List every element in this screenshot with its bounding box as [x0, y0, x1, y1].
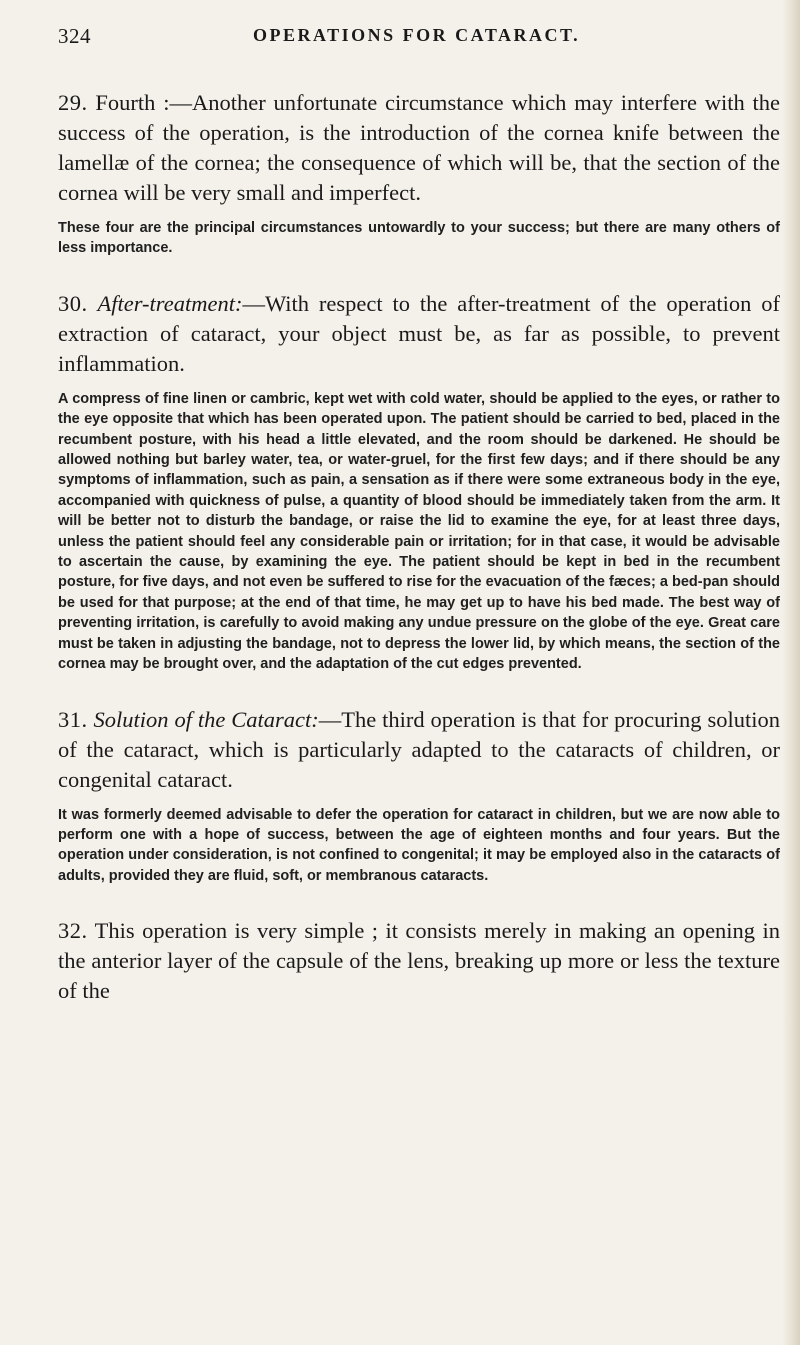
section-heading: Solution of the Cataract:: [93, 706, 319, 732]
paragraph-text: Fourth :—Another unfortunate circumstance which may interfere with the success of the operation, is the introduction of the cornea knife between the lamellæ of the cornea; the consequence of which will be, that the section of the cornea will be very small and imperfect.: [58, 90, 780, 205]
paragraph-32: [58, 916, 780, 1006]
paragraph-30: [58, 289, 780, 379]
paragraph-number: 31.: [58, 706, 88, 732]
page-body: [58, 88, 780, 1006]
note-30: A compress of fine linen or cambric, kept wet with cold water, should be applied to the eyes, or rather to the eye opposite that which has been operated upon. The patient should be carried to bed, placed in the recumbent posture, with his head a little elevated, and the room should be darkened. He should be allowed nothing but barley water, tea, or water-gruel, for the first few days; and if there should be any symptoms of inflammation, such as pain, a sensation as if there were some extraneous body in the eye, accompanied with quickness of pulse, a quantity of blood should be immediately taken from the arm. It will be better not to disturb the bandage, or raise the lid to examine the eye, for at least three days, unless the patient should feel any considerable pain or irritation; for in that case, it would be advisable to ascertain the cause, by examining the eye. The patient should be kept in bed in the recumbent posture, for five days, and not even be suffered to rise for the evacuation of the fæces; a bed-pan should be used for that purpose; at the end of that time, he may get up to have his bed made. The best way of preventing irritation, is carefully to avoid making any undue pressure on the globe of the eye. Great care must be taken in adjusting the bandage, not to depress the lower lid, by which means, the section of the cornea may be brought over, and the adaptation of the cut edges prevented.: [58, 390, 780, 673]
paragraph-number: 30.: [58, 290, 88, 316]
paragraph-number: 29.: [58, 90, 88, 115]
paragraph-number: 32.: [58, 918, 88, 944]
section-heading: After-treatment:: [97, 290, 243, 316]
note-31: It was formerly deemed advisable to defer the operation for cataract in children, but we are now able to perform one with a hope of success, between the age of eighteen months and four years. But the operation under consideration, is not confined to congenital; it may be employed also in the cataracts of adults, provided they are fluid, soft, or membranous cataracts.: [58, 806, 780, 884]
paragraph-text: This operation is very simple ; it consists merely in making an opening in the anterior layer of the capsule of the lens, breaking up more or less the texture of the: [58, 918, 780, 1004]
paragraph-text: —The third operation is that for procuring solution of the cataract, which is particularly adapted to the cataracts of children, or congenital cataract.: [58, 706, 780, 792]
page-edge-shadow: [782, 0, 800, 1345]
paragraph-text: —With respect to the after-treatment of the operation of extraction of cataract, your object must be, as far as possible, to prevent inflammation.: [58, 290, 780, 376]
paragraph-31: [58, 705, 780, 795]
page-header: [58, 24, 748, 56]
page-number: 324: [58, 24, 91, 48]
running-head: OPERATIONS FOR CATARACT.: [253, 25, 581, 45]
note-29: These four are the principal circumstances untowardly to your success; but there are many others of less importance.: [58, 220, 780, 257]
paragraph-29: [58, 88, 780, 208]
